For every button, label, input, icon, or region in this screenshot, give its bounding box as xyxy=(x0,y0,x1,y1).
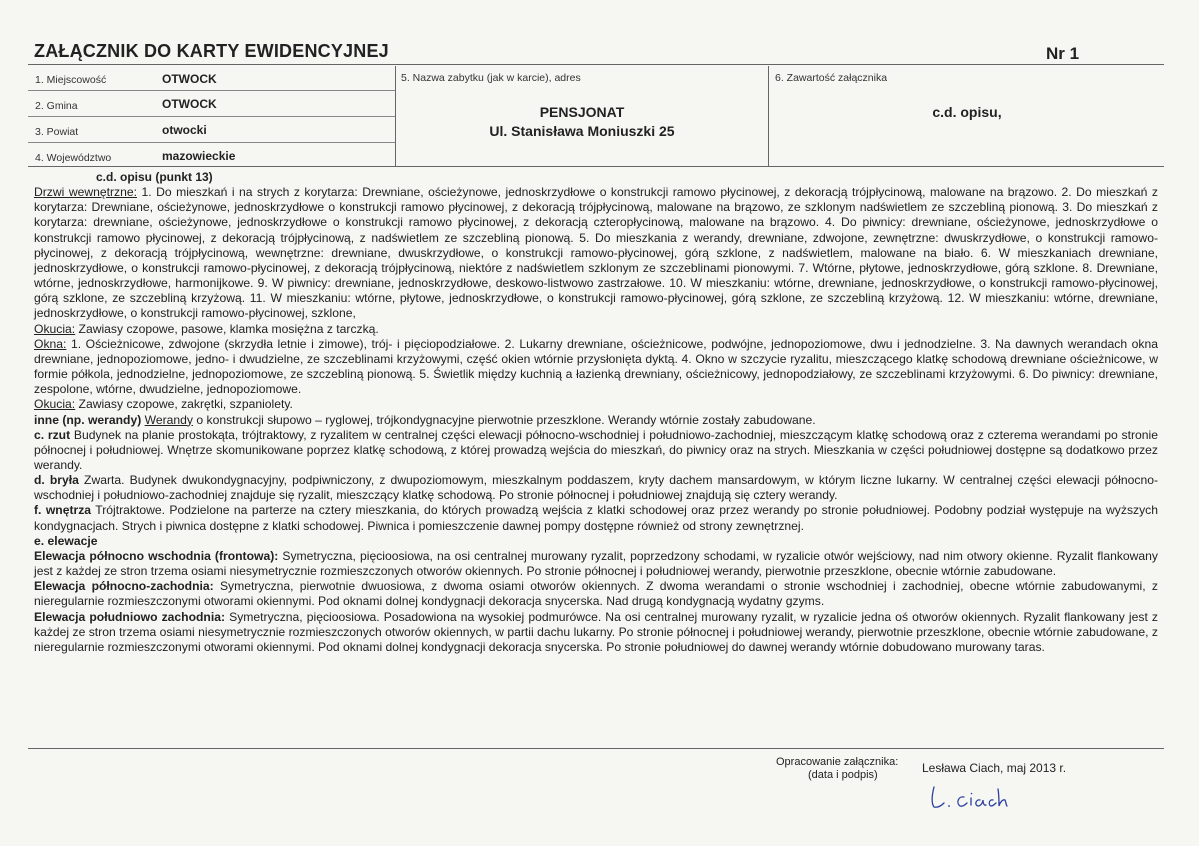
paragraph-elevation-nw xyxy=(34,579,1158,609)
field-label-gmina: 2. Gmina xyxy=(35,100,78,112)
row-divider xyxy=(28,90,395,91)
doors-label: Drzwi wewnętrzne: xyxy=(34,185,137,200)
field-value-miejscowosc: OTWOCK xyxy=(162,72,217,86)
verandas-label: Werandy xyxy=(144,412,193,427)
row-divider xyxy=(28,142,395,143)
interiors-label: f. wnętrza xyxy=(34,503,92,518)
field-label-wojewodztwo: 4. Województwo xyxy=(35,152,112,164)
footer-rule xyxy=(28,748,1164,749)
monument-name: PENSJONAT xyxy=(539,104,625,120)
plan-text: Budynek na planie prostokąta, trójtraktowy, z ryzalitem w centralnej części elewacji północno-wschodniej i południowo-zachodniej, mieszczącym klatkę schodową oraz z czterema werandami po stronie północnej i południowej. Wnętrze skomunikowane poprzez klatkę schodową, z której prowadzą wejścia do mieszkań, do piwnicy oraz na strych. Mieszkania w części południowej dostępne są dodatkowo przez werandy. xyxy=(34,427,1158,472)
windows-label: Okna: xyxy=(34,336,67,351)
page-title: ZAŁĄCZNIK DO KARTY EWIDENCYJNEJ xyxy=(34,41,389,61)
elevation-sw-text: Symetryczna, pięcioosiowa. Posadowiona na wysokiej podmurówce. Na osi centralnej murowany ryzalit, w ryzalicie jedna oś otworów okiennych. Ryzalit flankowany jest z każdej ze stron trzema osiami niesymetrycznie rozmieszczonych otworów okiennych, w partii dachu lukarny. Po stronie północnej i południowej werandy, pierwotnie przeszklone, obecnie wtórnie zabudowane, z nieregularnie rozmieszczonymi otworami okiennymi. Pod oknami dolnej kondygnacji dekoracja snycerska. Po stronie południowej do dawnej werandy wtórnie dobudowano murowany taras. xyxy=(34,609,1158,654)
monument-name-label: 5. Nazwa zabytku (jak w karcie), adres xyxy=(401,72,581,84)
field-label-powiat: 3. Powiat xyxy=(35,126,79,138)
continuation-heading: c.d. opisu (punkt 13) xyxy=(96,170,213,184)
windows-text: 1. Ościeżnicowe, zdwojone (skrzydła letnie i zimowe), trój- i pięciopodziałowe. 2. Lukarny drewniane, ościeżnicowe, podwójne, jednopoziomowe, dwu i jednodzielne. 3. Na dawnych werandach okna drewniane, jednopoziomowe, jedno- i dwudzielne, ze szczeblinami krzyżowymi, część okien wtórnie przysłonięta dyktą. 4. Okno w szczycie ryzalitu, mieszczącego klatkę schodową drewniane ościeżnicowe, w formie półkola, jednodzielne, jednopoziomowe, ze szczebliną pionową. 5. Świetlik między kuchnią a łazienką drewniany, ościeżnicowy, jednopodziałowy, ze szczeblinami krzyżowymi. 6. Do piwnicy: drewniane, zespolone, wtórne, dwudzielne, jednopoziomowe. xyxy=(34,336,1158,397)
fittings-label-2: Okucia: xyxy=(34,397,76,412)
description-body xyxy=(34,170,1159,655)
paragraph-plan xyxy=(34,428,1158,473)
elevation-ne-text: Symetryczna, pięcioosiowa, na osi centralnej murowany ryzalit, poprzedzony schodami, w ryzalicie otwór wejściowy, nad nim otwory okienne. Ryzalit flankowany jest z każdej ze stron trzema osiami niesymetrycznie rozmieszczonych otworów okiennych. Po stronie północnej i południowej werandy, pierwotnie przeszklone, obecnie wtórnie zabudowane. xyxy=(34,548,1159,579)
paragraph-fittings-2 xyxy=(34,397,1158,412)
interiors-text: Trójtraktowe. Podzielone na parterze na cztery mieszkania, do których prowadzą wejścia z klatki schodowej oraz przez werandy po stronie południowej. Podobny podział występuje na wyższych kondygnacjach. Strych i piwnica dostępne z klatki schodowej. Piwnica i pomieszczenie dawnej pompy dostępne również od strony zewnętrznej. xyxy=(34,503,1158,533)
doors-text: 1. Do mieszkań i na strych z korytarza: Drewniane, ościeżynowe, jednoskrzydłowe o konstrukcji ramowo płycinowej, z dekoracją trójpłycinową, malowane na brązowo. 2. Do mieszkań z korytarza: Drewniane, ościeżynowe, jednoskrzydłowe o konstrukcji ramowo płycinowej, z dekoracją trójpłycinową, malowane na brązowo, ze szklonym nadświetlem ze szczebliną pionową. 3. Do mieszkań z korytarza: drewniane, ościeżynowe, jednoskrzydłowe o konstrukcji ramowo płycinowej, z dekoracją czteropłycinową, malowane na brązowo. 4. Do piwnicy: drewniane, ościeżynowe, jednoskrzydłowe o konstrukcji ramowo płycinowej, z dekoracją trójpłycinową, z nadświetlem ze szczebliną pionową. 5. Do mieszkania z werandy, drewniane, zdwojone, zewnętrzne: dwuskrzydłowe, o konstrukcji ramowo-płycinowej, z dekoracją trójpłycinową, wewnętrzne: drewniane, dwuskrzydłowe, o konstrukcji ramowo-płycinowej, górą szklone, z nadświetlem, malowane na biało. 6. W mieszkaniach drewniane, jednoskrzydłowe, o konstrukcji ramowo-płycinowej, z dekoracją trójpłycinową, niektóre z nadświetlem szklonym ze szczeblinami pionowymi. 7. Wtórne, płytowe, jednoskrzydłowe, górą szklone. 8. Drewniane, wtórne, jednoskrzydłowe, harmonijkowe. 9. W piwnicy: drewniane, jednoskrzydłowe, deskowo-listwowo zastrzałowe. 10. W mieszkaniu: wtórne, drewniane, jednoskrzydłowe, o konstrukcji ramowo-płycinowej, górą szklone, ze szczebliną krzyżową. 11. W mieszkaniu: wtórne, płytowe, jednoskrzydłowe, o konstrukcji ramowo-płycinowej, górą szklone, ze szczebliną krzyżową. 12. W mieszkaniu: wtórne, drewniane, jednoskrzydłowe, o konstrukcji ramowo-płycinowej, szklone, xyxy=(34,185,1158,321)
elevations-heading: e. elewacje xyxy=(34,533,98,548)
plan-label: c. rzut xyxy=(34,427,71,442)
attachment-number: Nr 1 xyxy=(1046,44,1080,63)
fittings-label-1: Okucia: xyxy=(34,321,76,336)
field-value-powiat: otwocki xyxy=(162,123,207,137)
column-divider-2 xyxy=(768,66,769,166)
fittings-text-2: Zawiasy czopowe, zakrętki, szpaniolety. xyxy=(75,397,293,412)
signature xyxy=(928,781,1018,813)
row-divider xyxy=(28,116,395,117)
elevation-nw-text: Symetryczna, pierwotnie dwuosiowa, z dwoma osiami otworów okiennych. Z dwoma werandami o stronie wschodniej i zachodniej, obecne wtórnie zabudowanymi, z nieregularnie rozmieszczonymi otworami okiennymi. Pod oknami dolnej kondygnacji dekoracja snycerska. Nad drugą kondygnacją wydatny gzyms. xyxy=(34,579,1158,609)
paragraph-elevation-ne xyxy=(34,549,1158,579)
paragraph-windows xyxy=(34,337,1158,398)
field-value-wojewodztwo: mazowieckie xyxy=(162,149,236,163)
field-label-miejscowosc: 1. Miejscowość xyxy=(35,74,107,86)
fittings-text-1: Zawiasy czopowe, pasowe, klamka mosiężna z tarczką. xyxy=(75,321,379,336)
attachment-content-value: c.d. opisu, xyxy=(932,104,1002,120)
other-text: o konstrukcji słupowo – ryglowej, trójkondygnacyjne pierwotnie przeszklone. Werandy wtórnie zostały zabudowane. xyxy=(193,412,816,427)
paragraph-fittings-1 xyxy=(34,322,1158,337)
field-value-gmina: OTWOCK xyxy=(162,97,217,111)
author-and-date: Lesława Ciach, maj 2013 r. xyxy=(922,761,1067,775)
paragraph-doors xyxy=(34,185,1158,321)
prepared-by-label: Opracowanie załącznika: xyxy=(776,756,899,768)
elevation-ne-label: Elewacja północno wschodnia (frontowa): xyxy=(34,548,279,563)
elevation-nw-label: Elewacja północno-zachodnia: xyxy=(34,579,214,594)
form-label: d. bryła xyxy=(34,473,79,488)
header-bottom-rule xyxy=(28,166,1164,167)
paragraph-elevation-sw xyxy=(34,610,1158,655)
attachment-content-label: 6. Zawartość załącznika xyxy=(775,72,888,84)
monument-address: Ul. Stanisława Moniuszki 25 xyxy=(489,123,675,139)
form-text: Zwarta. Budynek dwukondygnacyjny, podpiwniczony, z dwupoziomowym, mieszkalnym poddaszem, kryty dachem mansardowym, w którym liczne lukarny. W centralnej części elewacji północno-wschodniej i południowo-zachodniej znajduje się ryzalit, mieszczący klatkę schodową. Po stronie północnej i południowej znajdują się cztery werandy. xyxy=(34,473,1158,503)
date-signature-label: (data i podpis) xyxy=(808,769,878,781)
paragraph-form xyxy=(34,473,1158,503)
paragraph-interiors xyxy=(34,503,1158,533)
elevation-sw-label: Elewacja południowo zachodnia: xyxy=(34,609,226,624)
header-table xyxy=(28,66,1164,166)
top-rule xyxy=(28,64,1164,65)
paragraph-other xyxy=(34,413,1158,428)
other-label: inne (np. werandy) xyxy=(34,412,145,427)
